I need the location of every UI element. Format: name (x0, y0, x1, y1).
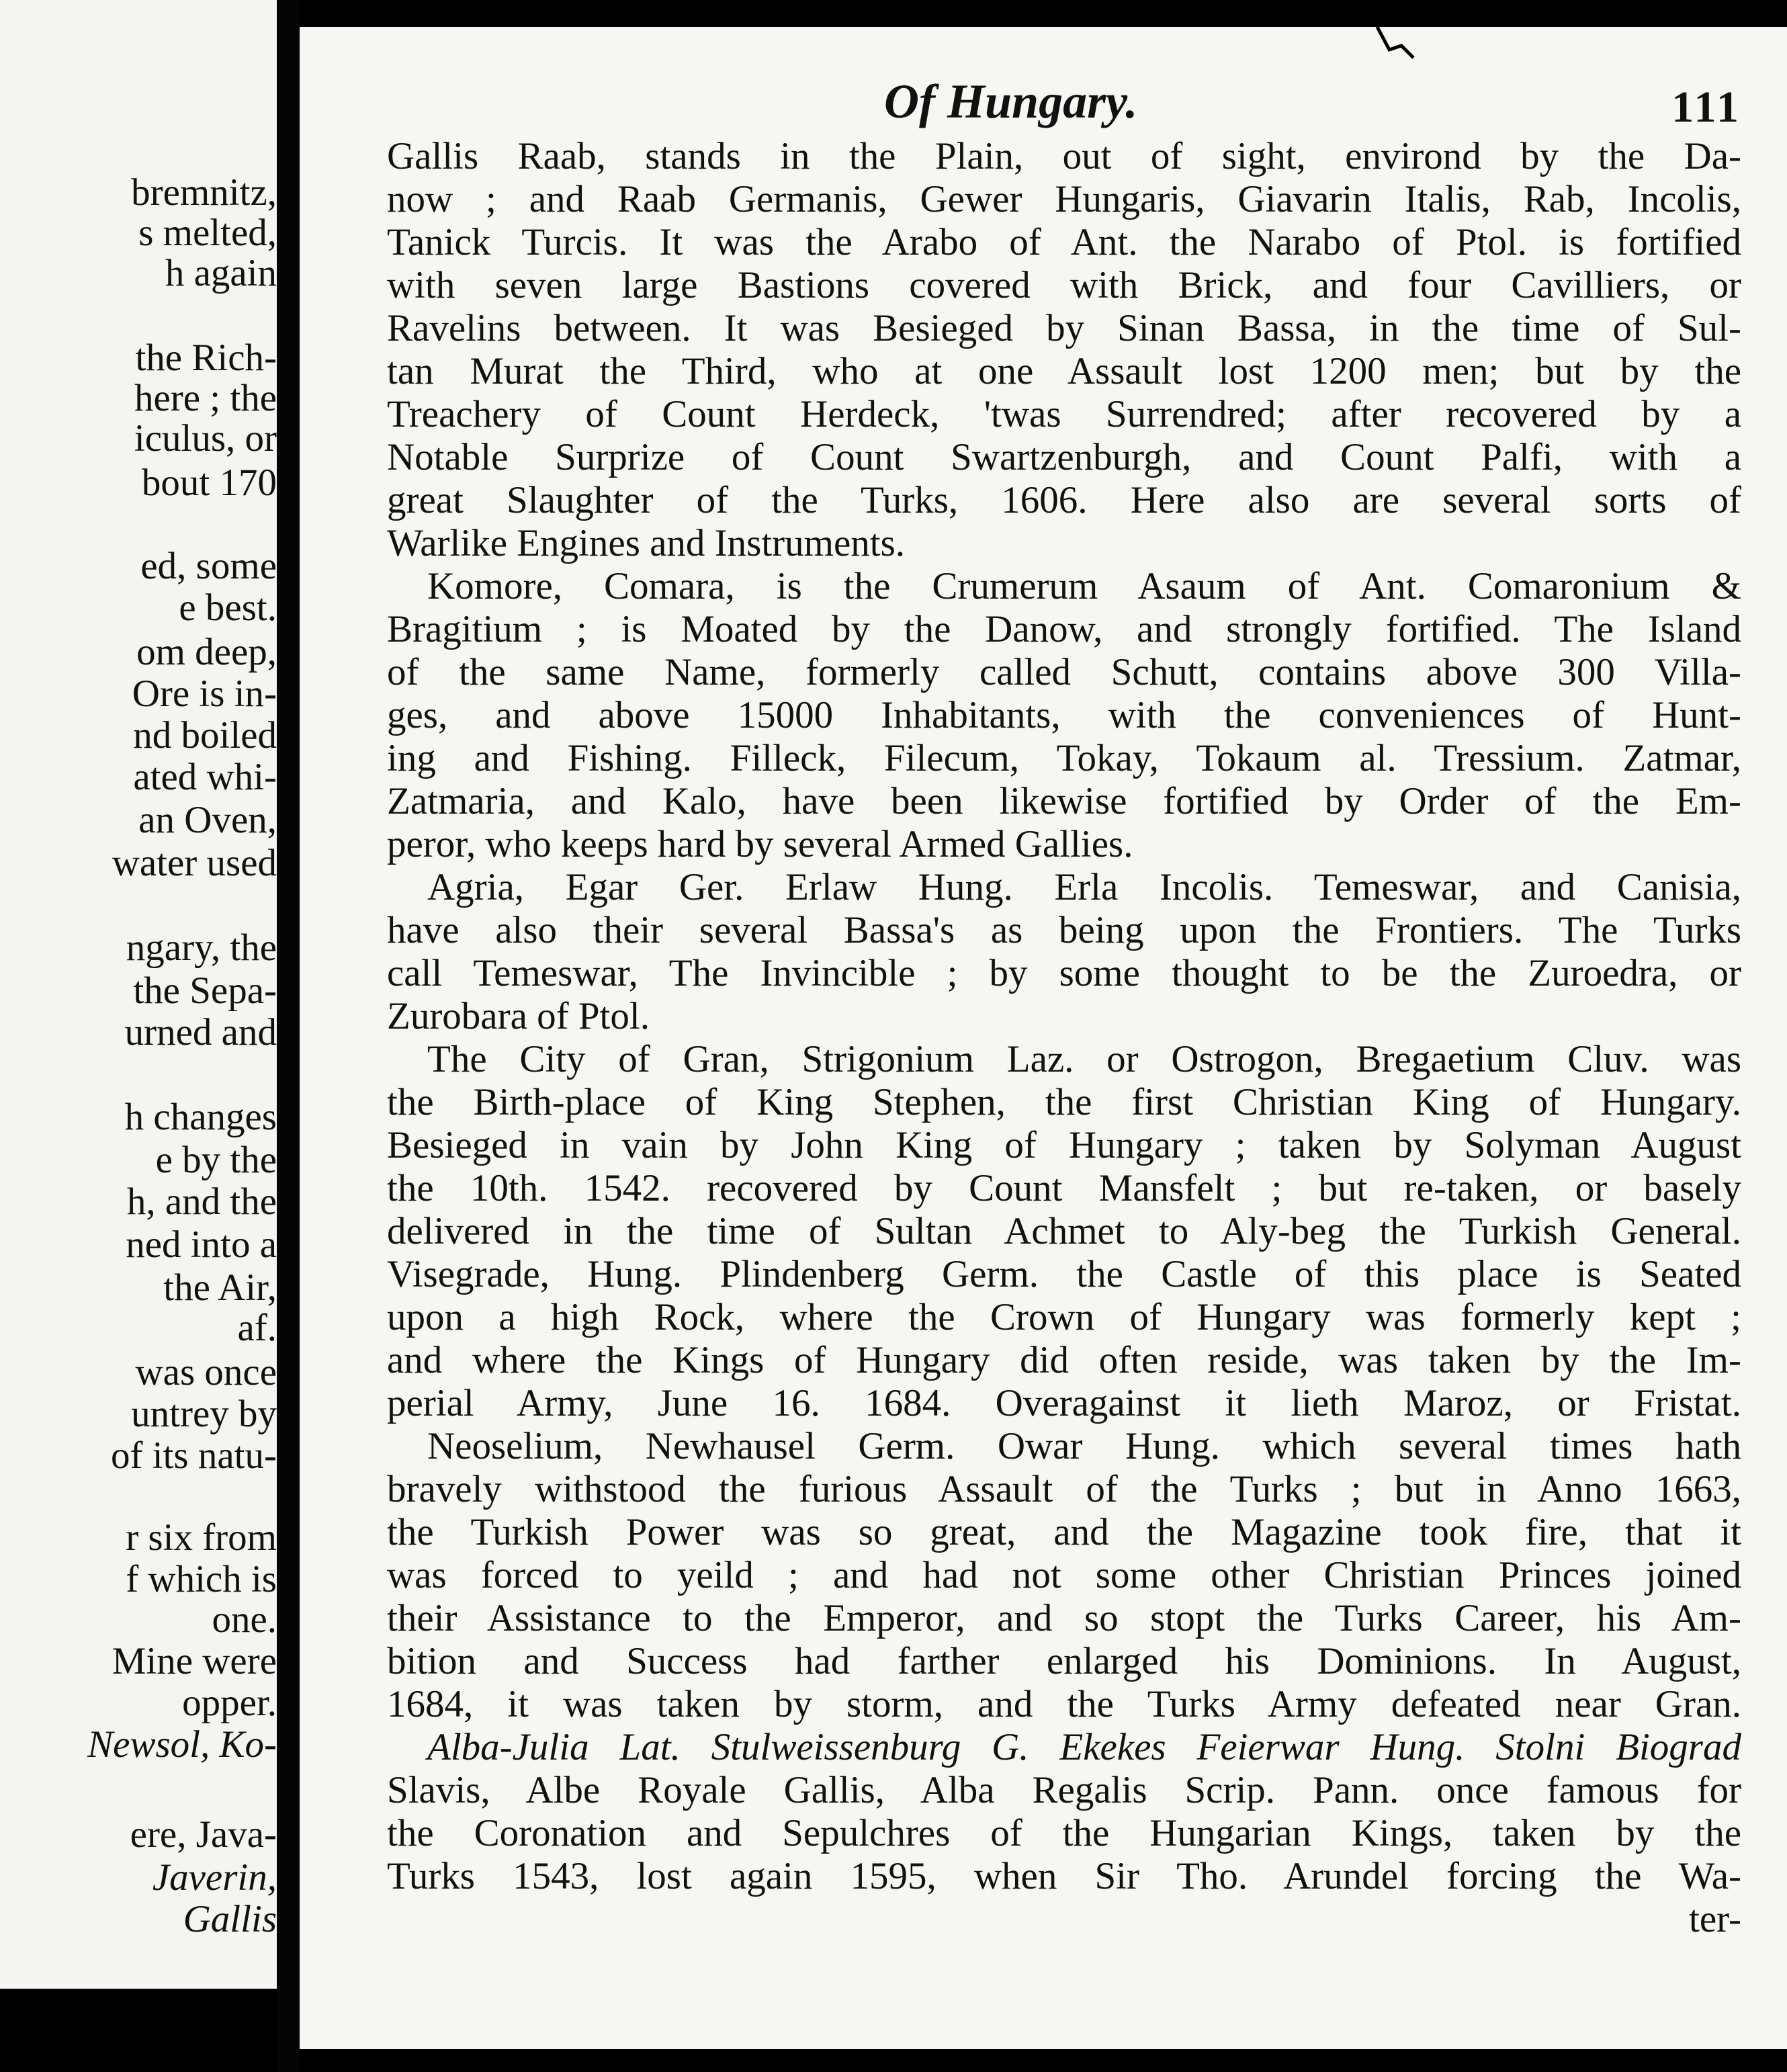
text-line: Agria, Egar Ger. Erlaw Hung. Erla Incolis. Temeswar, and Canisia, (427, 866, 1741, 908)
torn-corner-mark (1375, 27, 1415, 60)
left-line: the Air, (163, 1266, 277, 1309)
text-line: tan Murat the Third, who at one Assault lost 1200 men; but by the (387, 350, 1741, 392)
left-line: ated whi- (133, 756, 277, 798)
text-line: upon a high Rock, where the Crown of Hungary was formerly kept ; (387, 1296, 1741, 1338)
left-line: was once (135, 1351, 277, 1393)
left-line: Javerin, (152, 1856, 277, 1899)
text-line: and where the Kings of Hungary did often reside, was taken by the Im- (387, 1339, 1741, 1381)
left-line: h, and the (126, 1180, 277, 1223)
left-line: ned into a (126, 1223, 277, 1266)
text-line: Zurobara of Ptol. (387, 995, 650, 1037)
text-line: the Coronation and Sepulchres of the Hungarian Kings, taken by the (387, 1812, 1741, 1854)
left-page (0, 0, 277, 1989)
left-line: untrey by (131, 1393, 277, 1435)
text-line: now ; and Raab Germanis, Gewer Hungaris, Giavarin Italis, Rab, Incolis, (387, 178, 1741, 220)
running-head: Of Hungary. (884, 75, 1138, 128)
left-line: r six from (126, 1516, 277, 1559)
text-line: Visegrade, Hung. Plindenberg Germ. the Castle of this place is Seated (387, 1253, 1741, 1295)
text-line: bition and Success had farther enlarged his Dominions. In August, (387, 1640, 1741, 1682)
left-line: the Rich- (135, 337, 277, 379)
text-line: of the same Name, formerly called Schutt, contains above 300 Villa- (387, 651, 1741, 693)
left-line: ngary, the (126, 926, 277, 969)
left-line: e best. (179, 587, 277, 629)
page-number: 111 (1671, 83, 1741, 132)
left-line: h again (165, 252, 277, 294)
left-line: an Oven, (138, 799, 277, 841)
text-line: with seven large Bastions covered with Brick, and four Cavilliers, or (387, 264, 1741, 306)
text-line: have also their several Bassa's as being upon the Frontiers. The Turks (387, 909, 1741, 951)
text-line: ges, and above 15000 Inhabitants, with the conveniences of Hunt- (387, 694, 1741, 736)
left-line: om deep, (136, 631, 277, 673)
left-line: opper. (182, 1682, 277, 1724)
text-line: Ravelins between. It was Besieged by Sinan Bassa, in the time of Sul- (387, 307, 1741, 349)
text-line: Warlike Engines and Instruments. (387, 522, 906, 564)
left-line: Mine were (112, 1640, 277, 1682)
text-line: Slavis, Albe Royale Gallis, Alba Regalis Scrip. Pann. once famous for (387, 1769, 1741, 1811)
text-line: call Temeswar, The Invincible ; by some thought to be the Zuroedra, or (387, 952, 1741, 994)
text-line: Komore, Comara, is the Crumerum Asaum of Ant. Comaronium & (427, 565, 1741, 607)
text-line: The City of Gran, Strigonium Laz. or Ostrogon, Bregaetium Cluv. was (427, 1038, 1741, 1080)
text-line: Tanick Turcis. It was the Arabo of Ant. the Narabo of Ptol. is fortified (387, 221, 1741, 263)
text-line: Zatmaria, and Kalo, have been likewise fortified by Order of the Em- (387, 780, 1741, 822)
text-line: Notable Surprize of Count Swartzenburgh, and Count Palfi, with a (387, 436, 1741, 478)
text-line: peror, who keeps hard by several Armed Gallies. (387, 823, 1133, 865)
text-line: delivered in the time of Sultan Achmet to Aly-beg the Turkish General. (387, 1210, 1741, 1252)
left-line: the Sepa- (133, 969, 277, 1012)
right-page (300, 27, 1787, 2049)
left-line: nd boiled (133, 714, 277, 757)
text-line: Besieged in vain by John King of Hungary ; taken by Solyman August (387, 1124, 1741, 1166)
text-line: perial Army, June 16. 1684. Overagainst it lieth Maroz, or Fristat. (387, 1382, 1741, 1424)
left-line: here ; the (134, 377, 277, 419)
text-line: Neoselium, Newhausel Germ. Owar Hung. which several times hath (427, 1425, 1741, 1467)
left-line: urned and (124, 1011, 277, 1053)
left-line: s melted, (138, 212, 277, 254)
left-line: Gallis (183, 1898, 277, 1940)
left-line: af. (237, 1307, 277, 1349)
left-line: f which is (126, 1558, 277, 1600)
left-line: iculus, or (134, 417, 277, 460)
left-line: one. (212, 1598, 277, 1641)
page-gutter (277, 0, 300, 2072)
text-line: the Birth-place of King Stephen, the first Christian King of Hungary. (387, 1081, 1741, 1123)
text-line: the Turkish Power was so great, and the Magazine took fire, that it (387, 1511, 1741, 1553)
left-line: ed, some (140, 545, 277, 587)
left-line: e by the (155, 1139, 277, 1181)
text-line: their Assistance to the Emperor, and so stopt the Turks Career, his Am- (387, 1597, 1741, 1639)
left-line: Ore is in- (132, 673, 277, 715)
text-line: Turks 1543, lost again 1595, when Sir Tho. Arundel forcing the Wa- (387, 1855, 1741, 1897)
text-line: Treachery of Count Herdeck, 'twas Surrendred; after recovered by a (387, 393, 1741, 435)
text-line: ing and Fishing. Filleck, Filecum, Tokay, Tokaum al. Tressium. Zatmar, (387, 737, 1741, 779)
body-text (387, 136, 1741, 2049)
left-line: of its natu- (111, 1434, 277, 1477)
left-line: water used (112, 842, 277, 884)
text-line: 1684, it was taken by storm, and the Turks Army defeated near Gran. (387, 1683, 1741, 1725)
text-line: the 10th. 1542. recovered by Count Mansfelt ; but re-taken, or basely (387, 1167, 1741, 1209)
text-line: bravely withstood the furious Assault of the Turks ; but in Anno 1663, (387, 1468, 1741, 1510)
left-line: bout 170 (141, 462, 277, 504)
left-line: ere, Java- (130, 1813, 277, 1856)
left-line: h changes (124, 1096, 277, 1138)
text-line: was forced to yeild ; and had not some other Christian Princes joined (387, 1554, 1741, 1596)
catchword: ter- (1689, 1898, 1741, 1940)
left-line: Newsol, Ko- (87, 1723, 277, 1766)
text-line: Gallis Raab, stands in the Plain, out of sight, environd by the Da- (387, 135, 1741, 177)
text-line: great Slaughter of the Turks, 1606. Here also are several sorts of (387, 479, 1741, 521)
text-line: Alba-Julia Lat. Stulweissenburg G. Ekekes Feierwar Hung. Stolni Biograd (427, 1726, 1741, 1768)
left-line: bremnitz, (131, 171, 277, 214)
page-header (300, 71, 1787, 132)
text-line: Bragitium ; is Moated by the Danow, and strongly fortified. The Island (387, 608, 1741, 650)
